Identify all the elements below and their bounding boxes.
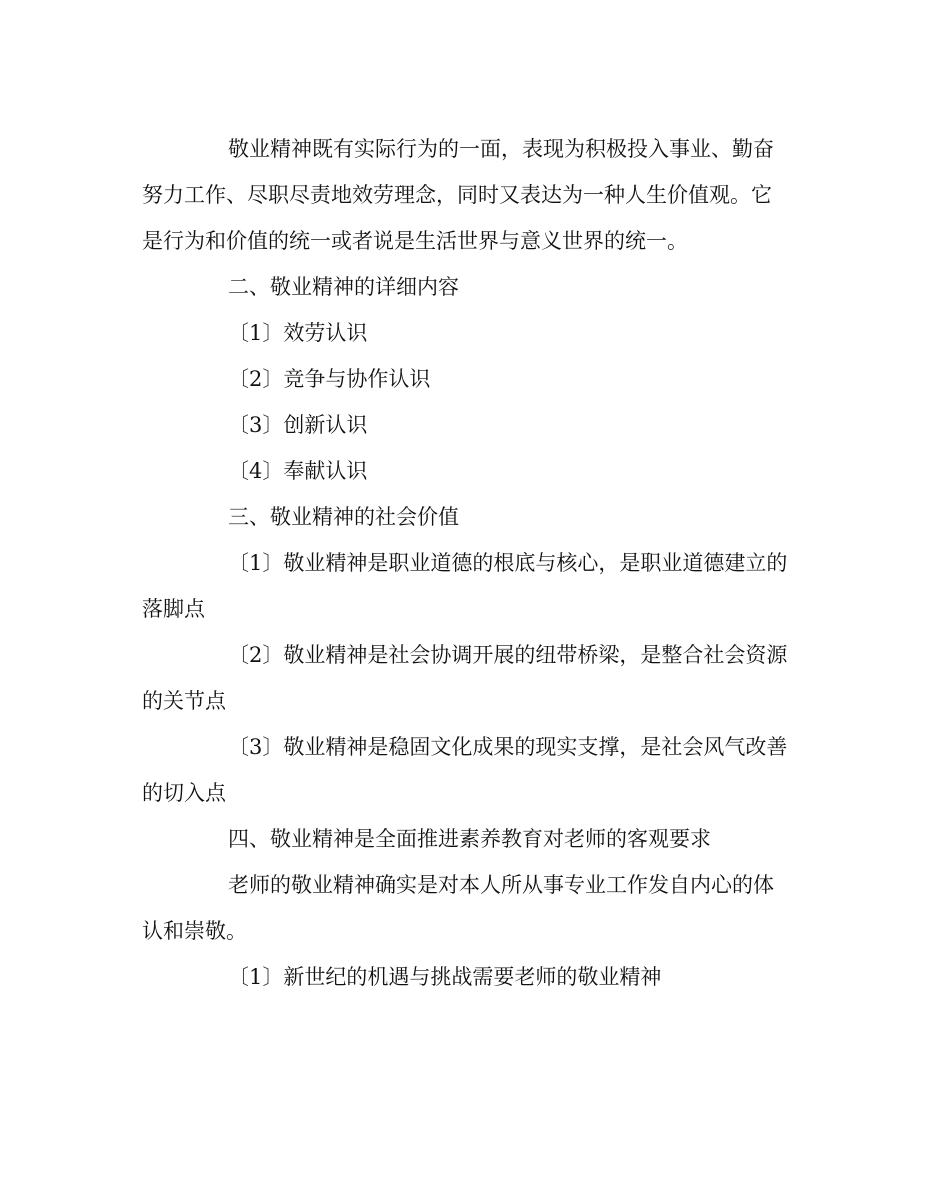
section3-item-3 (142, 724, 810, 816)
intro-paragraph (142, 126, 810, 264)
section3-item-1-line-1: 〔1〕敬业精神是职业道德的根底与核心，是职业道德建立的 (228, 551, 788, 575)
section3-item-1-line-2: 落脚点 (142, 597, 205, 621)
section4-heading: 四、敬业精神是全面推进素养教育对老师的客观要求 (228, 827, 711, 851)
section3-item-1 (142, 540, 810, 632)
document-body (142, 126, 810, 1000)
section4-body-line-2: 认和崇敬。 (142, 919, 247, 943)
intro-line-3: 是行为和价值的统一或者说是生活世界与意义世界的统一。 (142, 229, 688, 253)
section3-item-3-line-2: 的切入点 (142, 781, 226, 805)
section3-item-2-line-1: 〔2〕敬业精神是社会协调开展的纽带桥梁，是整合社会资源 (228, 643, 788, 667)
section3-heading: 三、敬业精神的社会价值 (228, 505, 459, 529)
section4-body-line-1: 老师的敬业精神确实是对本人所从事专业工作发自内心的体 (228, 873, 774, 897)
section2-item-1: 〔1〕效劳认识 (228, 321, 368, 345)
section2-item-3: 〔3〕创新认识 (228, 413, 368, 437)
section2-item-2: 〔2〕竞争与协作认识 (228, 367, 431, 391)
section4-body (142, 862, 810, 954)
section2-heading: 二、敬业精神的详细内容 (228, 275, 459, 299)
section3-item-2 (142, 632, 810, 724)
section3-item-2-line-2: 的关节点 (142, 689, 226, 713)
section3-item-3-line-1: 〔3〕敬业精神是稳固文化成果的现实支撑，是社会风气改善 (228, 735, 788, 759)
intro-line-2: 努力工作、尽职尽责地效劳理念，同时又表达为一种人生价值观。它 (142, 183, 772, 207)
intro-line-1: 敬业精神既有实际行为的一面，表现为积极投入事业、勤奋 (228, 137, 774, 161)
section4-item-1: 〔1〕新世纪的机遇与挑战需要老师的敬业精神 (228, 965, 662, 989)
section2-item-4: 〔4〕奉献认识 (228, 459, 368, 483)
